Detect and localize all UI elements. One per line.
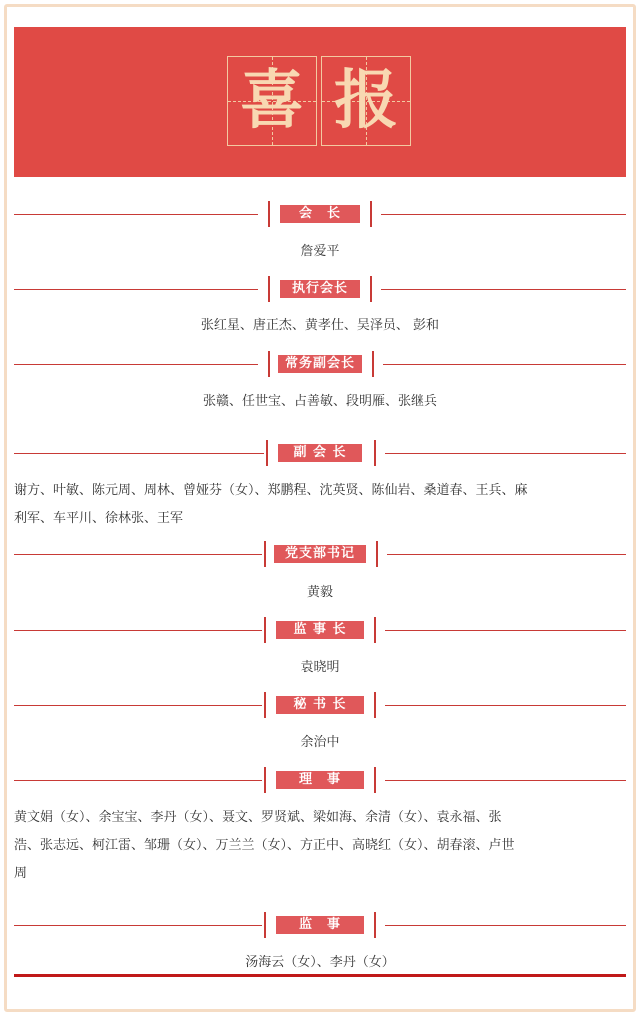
names-line: 周 [14,866,28,881]
divider-bar [264,912,266,938]
names-line: 利军、车平川、徐林张、王军 [14,511,184,526]
divider-line-left [14,554,262,555]
banner-char-xi: 喜 [240,63,304,138]
divider-line-right [385,705,626,706]
divider-line-right [385,453,626,454]
names-chief-supervisor: 袁晓明 [300,660,340,675]
divider-line-right [385,925,626,926]
divider-line-left [14,214,258,215]
section-title-directors: 理 事 [276,771,364,789]
section-title-party-secretary: 党支部书记 [274,545,366,563]
divider-bar [266,440,268,466]
divider-line-right [385,780,626,781]
names-supervisors: 汤海云（女）、李丹（女） [245,955,395,970]
divider-line-left [14,364,258,365]
names-line: 浩、张志远、柯江雷、邹珊（女）、万兰兰（女）、方正中、高晓红（女）、胡春滚、卢世 [14,838,515,853]
bottom-rule [14,974,626,977]
names-directors [14,804,628,888]
divider-bar [264,617,266,643]
grid-box-right [321,56,411,146]
names-party-secretary: 黄毅 [306,585,333,600]
section-title-standing-vp: 常务副会长 [278,355,362,373]
divider-bar [374,692,376,718]
divider-bar [374,912,376,938]
divider-bar [264,692,266,718]
section-title-vice-president: 副 会 长 [278,444,362,462]
names-standing-vp: 张赣、任世宝、占善敏、段明雁、张继兵 [202,394,437,409]
names-vice-president [14,477,628,533]
names-president: 詹爱平 [300,244,340,259]
divider-line-left [14,925,262,926]
divider-line-left [14,453,264,454]
divider-line-right [385,630,626,631]
divider-bar [374,440,376,466]
section-title-exec-president: 执行会长 [280,280,360,298]
divider-bar [374,617,376,643]
header-banner [14,27,626,177]
section-title-secretary-general: 秘 书 长 [276,696,364,714]
divider-bar [268,276,270,302]
divider-bar [268,351,270,377]
names-line: 黄文娟（女）、余宝宝、李丹（女）、聂文、罗贤斌、梁如海、余清（女）、袁永福、张 [14,810,502,825]
divider-bar [372,351,374,377]
banner-char-bao: 报 [334,63,398,138]
section-title-president: 会 长 [280,205,360,223]
section-title-chief-supervisor: 监 事 长 [276,621,364,639]
divider-bar [374,767,376,793]
divider-bar [264,767,266,793]
divider-line-right [381,214,626,215]
divider-bar [370,276,372,302]
divider-bar [268,201,270,227]
divider-line-right [387,554,626,555]
divider-line-left [14,630,262,631]
divider-bar [370,201,372,227]
divider-line-left [14,705,262,706]
names-secretary-general: 余治中 [300,735,340,750]
divider-line-left [14,780,262,781]
grid-box-left [227,56,317,146]
section-title-supervisors: 监 事 [276,916,364,934]
divider-line-left [14,289,258,290]
divider-line-right [383,364,626,365]
divider-line-right [381,289,626,290]
divider-bar [376,541,378,567]
divider-bar [264,541,266,567]
names-line: 谢方、叶敏、陈元周、周林、曾娅芬（女）、郑鹏程、沈英贤、陈仙岩、桑道春、王兵、麻 [14,483,528,498]
names-exec-president: 张红星、唐正杰、黄孝仕、吴泽员、 彭和 [200,318,440,333]
